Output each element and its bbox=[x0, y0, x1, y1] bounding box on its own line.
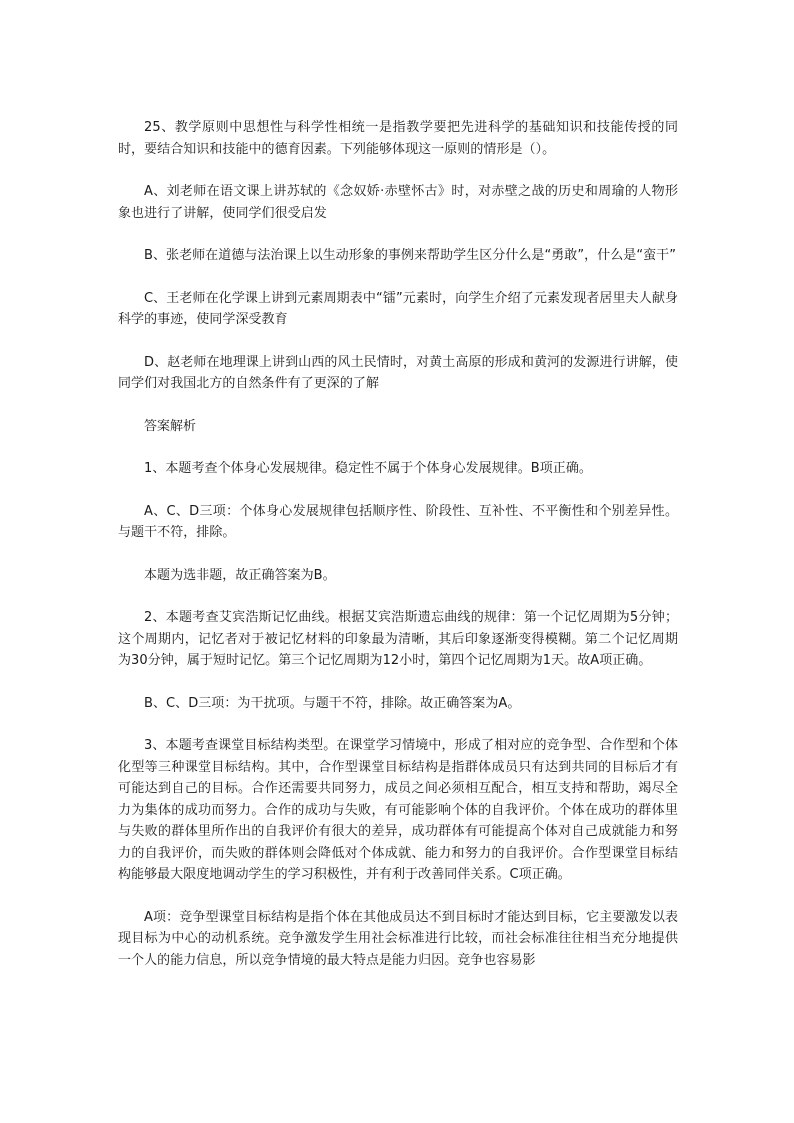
option-d: D、赵老师在地理课上讲到山西的风土民情时，对黄土高原的形成和黄河的发源进行讲解，使同学们对我国北方的自然条件有了更深的了解 bbox=[118, 354, 678, 391]
answer-paragraph: A项：竞争型课堂目标结构是指个体在其他成员达不到目标时才能达到目标，它主要激发以表现目标为中心的动机系统。竞争激发学生用社会标准进行比较，而社会标准往往相当充分地提供一个人的能力信息，所以竞争情境的最大特点是能力归因。竞争也容易影 bbox=[118, 909, 678, 968]
option-c: C、王老师在化学课上讲到元素周期表中“镭”元素时，向学生介绍了元素发现者居里夫人献身科学的事迹，使同学深受教育 bbox=[118, 290, 678, 327]
answer-paragraph: 本题为选非题，故正确答案为B。 bbox=[144, 567, 336, 583]
answer-paragraph: B、C、D三项：为干扰项。与题干不符，排除。故正确答案为A。 bbox=[144, 695, 521, 711]
option-b: B、张老师在道德与法治课上以生动形象的事例来帮助学生区分什么是“勇敢”，什么是“蛮干” bbox=[144, 248, 677, 263]
answer-paragraph: 1、本题考查个体身心发展规律。稳定性不属于个体身心发展规律。B项正确。 bbox=[144, 461, 592, 476]
answer-paragraph: 2、本题考查艾宾浩斯记忆曲线。根据艾宾浩斯遗忘曲线的规律：第一个记忆周期为5分钟；这个周期内，记忆者对于被记忆材料的印象最为清晰，其后印象逐渐变得模糊。第二个记忆周期为30分钟，属于短时记忆。第三个记忆周期为12小时，第四个记忆周期为1天。故A项正确。 bbox=[118, 610, 678, 668]
answer-heading: 答案解析 bbox=[144, 418, 197, 434]
answer-paragraph: 3、本题考查课堂目标结构类型。在课堂学习情境中，形成了相对应的竞争型、合作型和个体化型等三种课堂目标结构。其中，合作型课堂目标结构是指群体成员只有达到共同的目标后才有可能达到自己的目标。合作还需要共同努力，成员之间必须相互配合，相互支持和帮助，竭尽全力为集体的成功而努力。合作的成功与失败，有可能影响个体的自我评价。个体在成功的群体里与失败的群体里所作出的自我评价有很大的差异，成功群体有可能提高个体对自己成就能力和努力的自我评价，而失败的群体则会降低对个体成就、能力和努力的自我评价。合作型课堂目标结构能够最大限度地调动学生的学习积极性，并有利于改善同伴关系。C项正确。 bbox=[118, 738, 678, 882]
option-a: A、刘老师在语文课上讲苏轼的《念奴娇·赤壁怀古》时，对赤壁之战的历史和周瑜的人物形象也进行了讲解，使同学们很受启发 bbox=[118, 184, 678, 221]
document-body bbox=[118, 117, 678, 971]
answer-paragraph: A、C、D三项：个体身心发展规律包括顺序性、阶段性、互补性、不平衡性和个别差异性。与题干不符，排除。 bbox=[118, 503, 678, 540]
question-stem: 25、教学原则中思想性与科学性相统一是指教学要把先进科学的基础知识和技能传授的同时，要结合知识和技能中的德育因素。下列能够体现这一原则的情形是（）。 bbox=[118, 120, 678, 157]
